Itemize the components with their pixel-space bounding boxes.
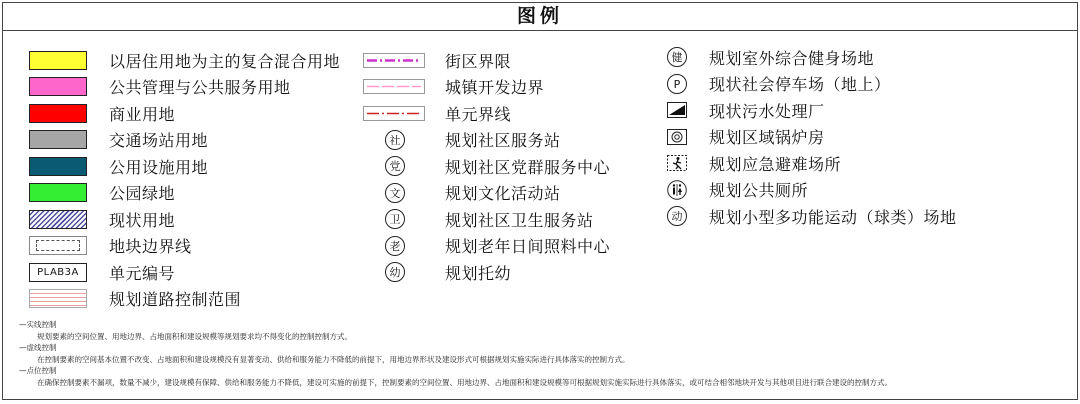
parcel-boundary-swatch xyxy=(29,236,87,255)
unit-boundary-line-swatch xyxy=(363,104,425,123)
legend-item-boiler xyxy=(667,124,957,151)
elderly-care-icon: 老 xyxy=(385,236,405,256)
legend-label: 商业用地 xyxy=(109,104,176,124)
park-swatch xyxy=(29,183,87,202)
legend-item-park xyxy=(3,180,340,207)
legend-label: 规划区域锅炉房 xyxy=(709,128,825,148)
legend-label: 现状用地 xyxy=(109,210,176,230)
legend-label: 规划应急避难场所 xyxy=(709,154,842,174)
facility-legend-column xyxy=(667,44,957,230)
party-service-icon: 党 xyxy=(385,156,405,176)
legend-item-unit-boundary xyxy=(363,100,610,127)
legend-label: 公共管理与公共服务用地 xyxy=(109,78,291,98)
legend-label: 现状污水处理厂 xyxy=(709,101,825,121)
control-notes xyxy=(19,319,1061,389)
legend-item-culture-station xyxy=(363,180,610,207)
legend-item-nursery xyxy=(363,259,610,286)
legend-label: 单元编号 xyxy=(109,263,176,283)
legend-label: 规划社区卫生服务站 xyxy=(445,210,594,230)
legend-item-health-station xyxy=(363,206,610,233)
culture-station-icon: 文 xyxy=(385,183,405,203)
legend-label: 规划老年日间照料中心 xyxy=(445,237,611,257)
utilities-swatch xyxy=(29,157,87,176)
legend-item-road-control xyxy=(3,286,340,313)
health-station-icon: 卫 xyxy=(385,209,405,229)
note-body-dashed: 在控制要素的空间基本位置不改变、占地面积和建设规模没有显著变动、供给和服务能力不降低的前提下，用地边界形状及建设形式可根据规划实施实际进行具体落实的控制方式。 xyxy=(37,354,630,364)
note-heading-solid: —实线控制 xyxy=(19,320,57,329)
legend-item-existing xyxy=(3,206,340,233)
legend-label: 规划道路控制范围 xyxy=(109,290,242,310)
fitness-icon: 健 xyxy=(667,47,687,67)
road-control-swatch xyxy=(29,289,87,308)
landuse-legend-column xyxy=(3,47,340,312)
legend-label: 地块边界线 xyxy=(109,237,192,257)
note-body-point: 在确保控制要素不漏项，数量不减少，建设规模有保障、供给和服务能力不降低，建设可实施的前提下，控制要素的空间位置、用地边界、占地面积和建设规模等可根据规划实施实际进行具体落实，或可结合相邻地块开发与其他项目进行联合建设的控制方式。 xyxy=(37,377,892,387)
parking-icon: P xyxy=(667,74,687,94)
legend-label: 规划文化活动站 xyxy=(445,184,561,204)
legend-label: 规划社区党群服务中心 xyxy=(445,157,611,177)
legend-item-emergency-shelter xyxy=(667,150,957,177)
urban-dev-boundary-line-swatch xyxy=(363,77,425,96)
legend-item-block-boundary xyxy=(363,47,610,74)
existing-hatch-swatch xyxy=(29,210,87,229)
note-body-solid: 规划要素的空间位置、用地边界、占地面积和建设规模等规划要求均不得变化的控制控制方式。 xyxy=(37,331,352,341)
legend-title-bar xyxy=(3,3,1077,31)
boundary-facility-legend-column xyxy=(363,47,610,286)
legend-item-sports-field xyxy=(667,203,957,230)
residential-mixed-swatch xyxy=(29,51,87,70)
legend-item-parcel-boundary xyxy=(3,233,340,260)
legend-item-community-service xyxy=(363,127,610,154)
legend-item-commercial xyxy=(3,100,340,127)
emergency-shelter-icon xyxy=(667,154,687,172)
legend-item-residential-mixed xyxy=(3,47,340,74)
commercial-swatch xyxy=(29,104,87,123)
legend-panel xyxy=(2,2,1078,400)
boiler-icon xyxy=(667,128,687,146)
nursery-icon: 幼 xyxy=(385,262,405,282)
toilet-icon xyxy=(667,180,687,200)
legend-label: 规划小型多功能运动（球类）场地 xyxy=(709,207,957,227)
legend-label: 现状社会停车场（地上） xyxy=(709,75,891,95)
legend-label: 交通场站用地 xyxy=(109,131,209,151)
note-heading-point: —点位控制 xyxy=(19,366,57,376)
legend-item-sewage xyxy=(667,97,957,124)
legend-label: 规划公共厕所 xyxy=(709,181,809,201)
legend-label: 以居住用地为主的复合混合用地 xyxy=(109,51,341,71)
legend-label: 规划室外综合健身场地 xyxy=(709,48,875,68)
legend-item-transport-station xyxy=(3,127,340,154)
legend-item-elderly-care xyxy=(363,233,610,260)
legend-label: 公园绿地 xyxy=(109,184,176,204)
transport-station-swatch xyxy=(29,130,87,149)
public-service-swatch xyxy=(29,77,87,96)
block-boundary-line-swatch xyxy=(363,51,425,70)
legend-item-unit-code xyxy=(3,259,340,286)
legend-label: 单元界线 xyxy=(445,104,512,124)
legend-label: 规划托幼 xyxy=(445,263,512,283)
community-service-icon: 社 xyxy=(385,130,405,150)
sewage-icon xyxy=(667,101,687,119)
legend-item-urban-dev-boundary xyxy=(363,74,610,101)
legend-item-parking xyxy=(667,71,957,98)
legend-label: 公用设施用地 xyxy=(109,157,209,177)
legend-title: 图例 xyxy=(516,5,563,27)
unit-code-swatch: PLAB3A xyxy=(29,263,87,282)
note-heading-dashed: —虚线控制 xyxy=(19,343,57,353)
legend-item-fitness xyxy=(667,44,957,71)
legend-item-toilet xyxy=(667,177,957,204)
legend-item-utilities xyxy=(3,153,340,180)
sports-field-icon: 动 xyxy=(667,206,687,226)
legend-item-public-service xyxy=(3,74,340,101)
legend-label: 规划社区服务站 xyxy=(445,131,561,151)
legend-label: 街区界限 xyxy=(445,51,512,71)
legend-label: 城镇开发边界 xyxy=(445,78,545,98)
legend-item-party-service xyxy=(363,153,610,180)
